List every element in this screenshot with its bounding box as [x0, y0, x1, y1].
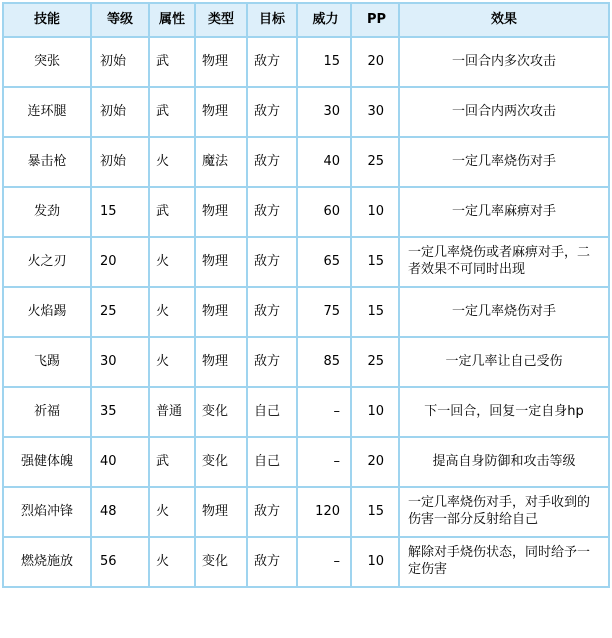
cell-power: 85: [297, 337, 351, 387]
cell-attribute: 火: [149, 287, 195, 337]
cell-power: –: [297, 387, 351, 437]
cell-power: 30: [297, 87, 351, 137]
cell-level: 56: [91, 537, 149, 587]
table-row: [3, 287, 609, 337]
cell-type: 变化: [195, 387, 247, 437]
cell-pp: 10: [351, 187, 399, 237]
cell-effect: 提高自身防御和攻击等级: [399, 437, 609, 487]
cell-attribute: 火: [149, 137, 195, 187]
cell-pp: 25: [351, 337, 399, 387]
column-header-target: 目标: [247, 3, 297, 37]
cell-power: 65: [297, 237, 351, 287]
column-header-level: 等级: [91, 3, 149, 37]
cell-target: 敌方: [247, 487, 297, 537]
cell-attribute: 火: [149, 237, 195, 287]
table-row: [3, 237, 609, 287]
cell-skill-name: 祈福: [3, 387, 91, 437]
cell-attribute: 武: [149, 37, 195, 87]
cell-effect: 下一回合，回复一定自身hp: [399, 387, 609, 437]
cell-attribute: 火: [149, 337, 195, 387]
cell-effect: 解除对手烧伤状态，同时给予一定伤害: [399, 537, 609, 587]
cell-effect: 一定几率麻痹对手: [399, 187, 609, 237]
cell-pp: 20: [351, 437, 399, 487]
column-header-type: 类型: [195, 3, 247, 37]
table-row: [3, 137, 609, 187]
cell-skill-name: 燃烧施放: [3, 537, 91, 587]
table-header: [3, 3, 609, 37]
cell-pp: 10: [351, 537, 399, 587]
cell-level: 48: [91, 487, 149, 537]
cell-type: 物理: [195, 87, 247, 137]
cell-power: 40: [297, 137, 351, 187]
cell-target: 自己: [247, 437, 297, 487]
cell-skill-name: 突张: [3, 37, 91, 87]
column-header-skill: 技能: [3, 3, 91, 37]
cell-level: 30: [91, 337, 149, 387]
cell-type: 变化: [195, 437, 247, 487]
cell-skill-name: 暴击枪: [3, 137, 91, 187]
cell-effect: 一定几率烧伤对手: [399, 137, 609, 187]
cell-skill-name: 火之刃: [3, 237, 91, 287]
cell-power: 75: [297, 287, 351, 337]
cell-skill-name: 发劲: [3, 187, 91, 237]
cell-skill-name: 强健体魄: [3, 437, 91, 487]
cell-target: 敌方: [247, 337, 297, 387]
column-header-pp: PP: [351, 3, 399, 37]
cell-pp: 20: [351, 37, 399, 87]
cell-pp: 15: [351, 287, 399, 337]
table-row: [3, 537, 609, 587]
cell-attribute: 武: [149, 87, 195, 137]
column-header-attribute: 属性: [149, 3, 195, 37]
table-row: [3, 337, 609, 387]
cell-level: 15: [91, 187, 149, 237]
cell-pp: 25: [351, 137, 399, 187]
cell-level: 初始: [91, 137, 149, 187]
cell-attribute: 武: [149, 437, 195, 487]
column-header-power: 威力: [297, 3, 351, 37]
cell-power: 120: [297, 487, 351, 537]
cell-pp: 30: [351, 87, 399, 137]
cell-level: 初始: [91, 87, 149, 137]
cell-skill-name: 飞踢: [3, 337, 91, 387]
cell-effect: 一定几率让自己受伤: [399, 337, 609, 387]
cell-type: 物理: [195, 237, 247, 287]
cell-power: 60: [297, 187, 351, 237]
cell-attribute: 火: [149, 487, 195, 537]
table-row: [3, 37, 609, 87]
cell-effect: 一回合内多次攻击: [399, 37, 609, 87]
cell-type: 物理: [195, 187, 247, 237]
cell-power: –: [297, 537, 351, 587]
cell-pp: 10: [351, 387, 399, 437]
cell-type: 物理: [195, 487, 247, 537]
cell-skill-name: 火焰踢: [3, 287, 91, 337]
table-row: [3, 437, 609, 487]
cell-effect: 一回合内两次攻击: [399, 87, 609, 137]
cell-level: 初始: [91, 37, 149, 87]
cell-target: 敌方: [247, 537, 297, 587]
table-row: [3, 187, 609, 237]
table-row: [3, 487, 609, 537]
cell-attribute: 火: [149, 537, 195, 587]
table-row: [3, 387, 609, 437]
cell-type: 魔法: [195, 137, 247, 187]
table-row: [3, 87, 609, 137]
cell-attribute: 普通: [149, 387, 195, 437]
cell-level: 20: [91, 237, 149, 287]
cell-effect: 一定几率烧伤对手: [399, 287, 609, 337]
column-header-effect: 效果: [399, 3, 609, 37]
cell-pp: 15: [351, 237, 399, 287]
cell-type: 物理: [195, 287, 247, 337]
cell-level: 25: [91, 287, 149, 337]
skill-table: [2, 2, 610, 588]
cell-level: 40: [91, 437, 149, 487]
cell-target: 自己: [247, 387, 297, 437]
cell-skill-name: 连环腿: [3, 87, 91, 137]
table-body: [3, 37, 609, 587]
cell-level: 35: [91, 387, 149, 437]
cell-power: –: [297, 437, 351, 487]
cell-target: 敌方: [247, 137, 297, 187]
table-header-row: [3, 3, 609, 37]
cell-effect: 一定几率烧伤或者麻痹对手，二者效果不可同时出现: [399, 237, 609, 287]
cell-pp: 15: [351, 487, 399, 537]
cell-power: 15: [297, 37, 351, 87]
cell-type: 物理: [195, 37, 247, 87]
cell-target: 敌方: [247, 187, 297, 237]
cell-skill-name: 烈焰冲锋: [3, 487, 91, 537]
cell-attribute: 武: [149, 187, 195, 237]
cell-type: 物理: [195, 337, 247, 387]
cell-target: 敌方: [247, 87, 297, 137]
cell-target: 敌方: [247, 237, 297, 287]
cell-target: 敌方: [247, 37, 297, 87]
cell-type: 变化: [195, 537, 247, 587]
cell-effect: 一定几率烧伤对手，对手收到的伤害一部分反射给自己: [399, 487, 609, 537]
cell-target: 敌方: [247, 287, 297, 337]
